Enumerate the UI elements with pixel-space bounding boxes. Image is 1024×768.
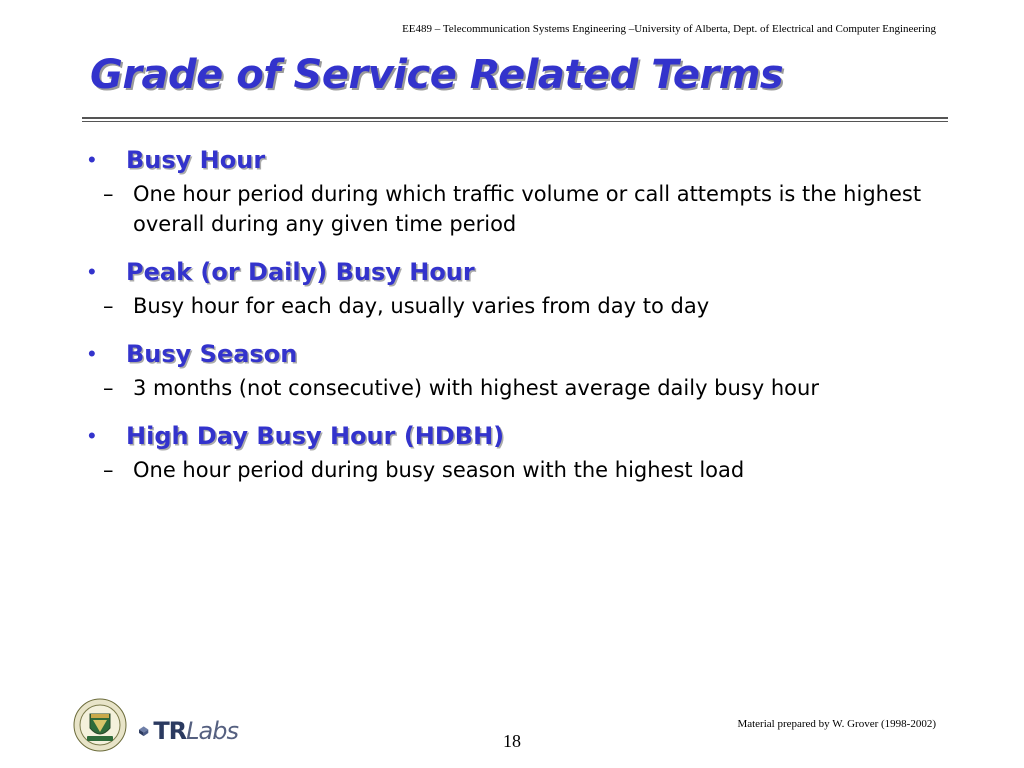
bullet-row bbox=[88, 419, 948, 453]
course-header-note: EE489 – Telecommunication Systems Engineering –University of Alberta, Dept. of Electrical and Computer Engineering bbox=[402, 23, 936, 35]
bullet-dot-icon: • bbox=[88, 147, 96, 172]
list-item bbox=[88, 337, 948, 403]
term-description: 3 months (not consecutive) with highest average daily busy hour bbox=[133, 376, 819, 400]
trlabs-mark-icon bbox=[138, 720, 149, 742]
trlabs-wordmark bbox=[153, 717, 238, 745]
term-busy-season: Busy Season bbox=[126, 340, 298, 368]
dash-icon: – bbox=[103, 182, 114, 206]
trlabs-logo bbox=[138, 716, 238, 746]
slide-title: Grade of Service Related Terms bbox=[90, 52, 784, 98]
term-busy-hour: Busy Hour bbox=[126, 146, 266, 174]
title-divider-thick bbox=[82, 117, 948, 119]
bullet-row bbox=[88, 337, 948, 371]
dash-icon: – bbox=[103, 376, 114, 400]
title-divider-thin bbox=[82, 121, 948, 122]
dash-icon: – bbox=[103, 458, 114, 482]
sub-bullet-row bbox=[88, 291, 948, 321]
sub-bullet-row bbox=[88, 179, 948, 239]
bullet-row bbox=[88, 143, 948, 177]
bullet-dot-icon: • bbox=[88, 341, 96, 366]
author-credit: Material prepared by W. Grover (1998-2002) bbox=[737, 718, 936, 730]
term-peak-busy-hour: Peak (or Daily) Busy Hour bbox=[126, 258, 475, 286]
term-hdbh: High Day Busy Hour (HDBH) bbox=[126, 422, 505, 450]
bullet-dot-icon: • bbox=[88, 423, 96, 448]
sub-bullet-row bbox=[88, 373, 948, 403]
list-item bbox=[88, 255, 948, 321]
term-description: Busy hour for each day, usually varies from day to day bbox=[133, 294, 710, 318]
bullet-dot-icon: • bbox=[88, 259, 96, 284]
bullet-list bbox=[88, 143, 948, 501]
term-description: One hour period during busy season with the highest load bbox=[133, 458, 745, 482]
trlabs-tr: TR bbox=[153, 717, 187, 745]
list-item bbox=[88, 419, 948, 485]
university-seal-icon bbox=[73, 698, 127, 752]
trlabs-labs: Labs bbox=[186, 717, 238, 745]
page-number: 18 bbox=[503, 731, 521, 751]
list-item bbox=[88, 143, 948, 239]
term-description: One hour period during which traffic volume or call attempts is the highest overall during any given time period bbox=[133, 182, 922, 236]
bullet-row bbox=[88, 255, 948, 289]
sub-bullet-row bbox=[88, 455, 948, 485]
dash-icon: – bbox=[103, 294, 114, 318]
